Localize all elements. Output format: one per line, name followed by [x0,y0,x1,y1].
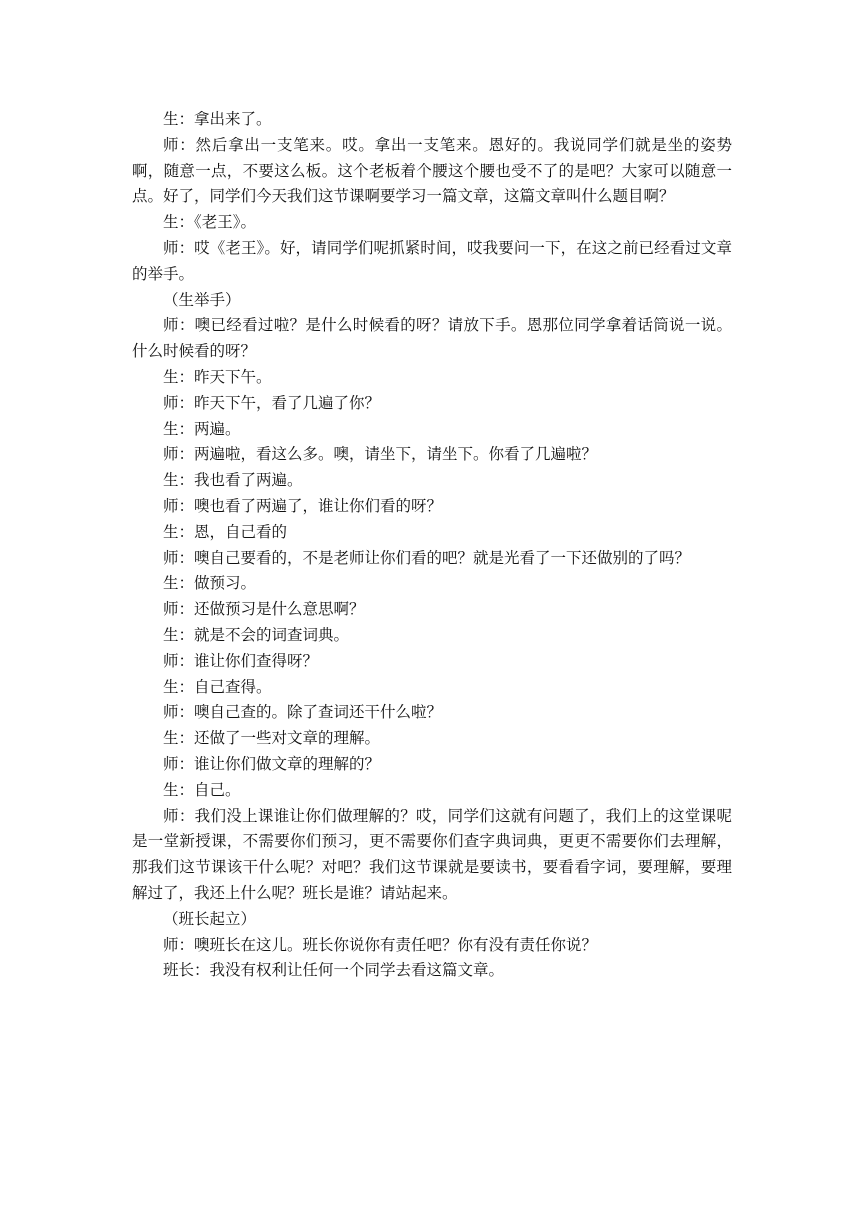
paragraph: 生：自己。 [163,780,241,799]
paragraph: 生：两遍。 [163,419,241,438]
paragraph: （生举手） [163,290,241,309]
paragraph: 师：噢已经看过啦？是什么时候看的呀？请放下手。恩那位同学拿着话筒说一说。什么时候看的呀？ [132,316,732,361]
paragraph: 生：我也看了两遍。 [163,471,303,490]
paragraph: 生：《老王》。 [163,213,257,232]
paragraph: 师：还做预习是什么意思啊？ [163,600,365,619]
paragraph: 生：还做了一些对文章的理解。 [163,729,381,748]
paragraph: 生：昨天下午。 [163,367,272,386]
paragraph: 师：我们没上课谁让你们做理解的？哎，同学们这就有问题了，我们上的这堂课呢是一堂新授课，不需要你们预习，更不需要你们查字典词典，更更不需要你们去理解，那我们这节课该干什么呢？对吧？我们这节课就是要读书，要看看字词，要理解，要理解过了，我还上什么呢？班长是谁？请站起来。 [132,806,732,902]
paragraph: 班长：我没有权利让任何一个同学去看这篇文章。 [163,961,505,980]
paragraph: 生：就是不会的词查词典。 [163,625,350,644]
paragraph: 师：噢也看了两遍了，谁让你们看的呀？ [163,496,443,515]
paragraph: 生：做预习。 [163,574,257,593]
paragraph: 师：谁让你们查得呀？ [163,651,319,670]
paragraph: （班长起立） [163,909,257,928]
paragraph: 师：然后拿出一支笔来。哎。拿出一支笔来。恩好的。我说同学们就是坐的姿势啊，随意一点，不要这么板。这个老板着个腰这个腰也受不了的是吧？大家可以随意一点。好了，同学们今天我们这节课啊要学习一篇文章，这篇文章叫什么题目啊？ [132,135,732,206]
paragraph: 生：拿出来了。 [163,110,272,128]
paragraph: 师：噢自己要看的，不是老师让你们看的吧？就是光看了一下还做别的了吗？ [163,548,691,567]
paragraph: 师：噢班长在这儿。班长你说你有责任吧？你有没有责任你说？ [163,935,598,954]
paragraph: 生：恩，自己看的 [163,522,288,541]
transcript-body [132,107,732,984]
paragraph: 师：昨天下午，看了几遍了你？ [163,393,381,412]
paragraph: 师：噢自己查的。除了查词还干什么啦？ [163,703,443,722]
paragraph: 师：两遍啦，看这么多。噢，请坐下，请坐下。你看了几遍啦？ [163,445,598,464]
paragraph: 师：谁让你们做文章的理解的？ [163,754,381,773]
paragraph: 生：自己查得。 [163,677,272,696]
paragraph: 师：哎《老王》。好，请同学们呢抓紧时间，哎我要问一下，在这之前已经看过文章的举手。 [132,238,732,283]
